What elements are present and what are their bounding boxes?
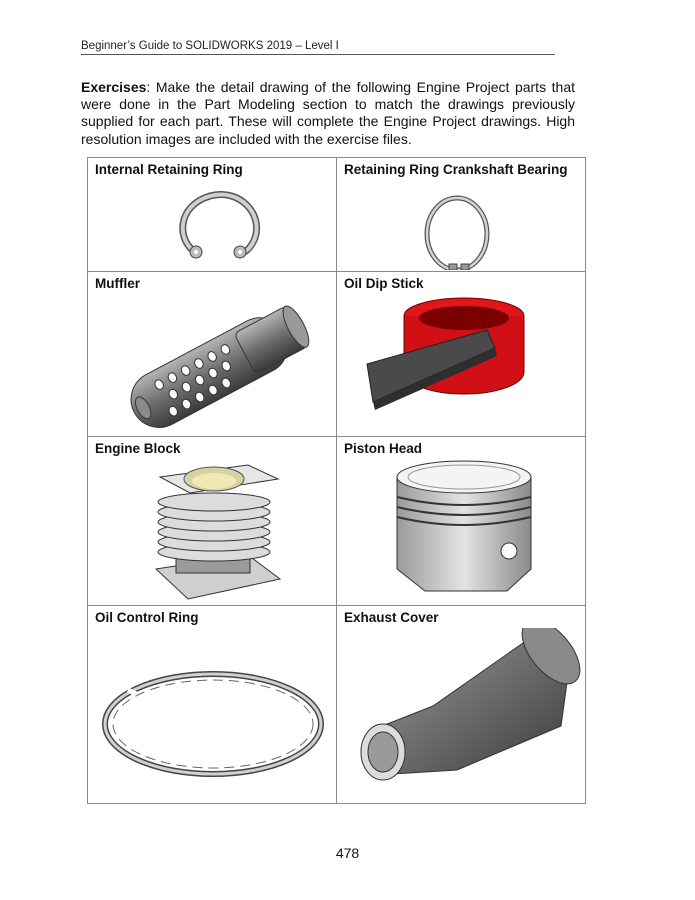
exhaust-cover-image	[337, 628, 586, 804]
part-cell	[337, 272, 586, 437]
part-cell	[88, 158, 337, 272]
page-number: 478	[335, 845, 360, 861]
internal-retaining-ring-image	[88, 184, 337, 270]
part-title: Engine Block	[95, 441, 181, 456]
piston-head-image	[337, 457, 586, 605]
part-cell	[88, 437, 337, 606]
engine-block-image	[88, 457, 337, 605]
retaining-ring-crankshaft-image	[337, 184, 586, 270]
exercises-lead: Exercises	[81, 79, 147, 95]
part-title: Oil Control Ring	[95, 610, 199, 625]
oil-dip-stick-image	[337, 290, 586, 436]
part-title: Exhaust Cover	[344, 610, 439, 625]
part-title: Retaining Ring Crankshaft Bearing	[344, 162, 568, 177]
oil-control-ring-image	[88, 628, 337, 804]
part-cell	[88, 606, 337, 804]
part-cell	[337, 158, 586, 272]
part-title: Oil Dip Stick	[344, 276, 424, 291]
exercise-instructions	[81, 79, 575, 148]
part-title: Internal Retaining Ring	[95, 162, 243, 177]
muffler-image	[88, 290, 337, 436]
part-title: Piston Head	[344, 441, 423, 456]
part-cell	[337, 606, 586, 804]
parts-table	[87, 157, 586, 804]
part-cell	[337, 437, 586, 606]
running-header: Beginner’s Guide to SOLIDWORKS 2019 – Level I	[81, 40, 555, 55]
part-cell	[88, 272, 337, 437]
part-title: Muffler	[95, 276, 140, 291]
instructions-text: : Make the detail drawing of the following Engine Project parts that were done in the Part Modeling section to match the drawings previously supplied for each part. These will complete the Engine Project drawings. High resolution images are included with the exercise files.	[81, 79, 575, 147]
